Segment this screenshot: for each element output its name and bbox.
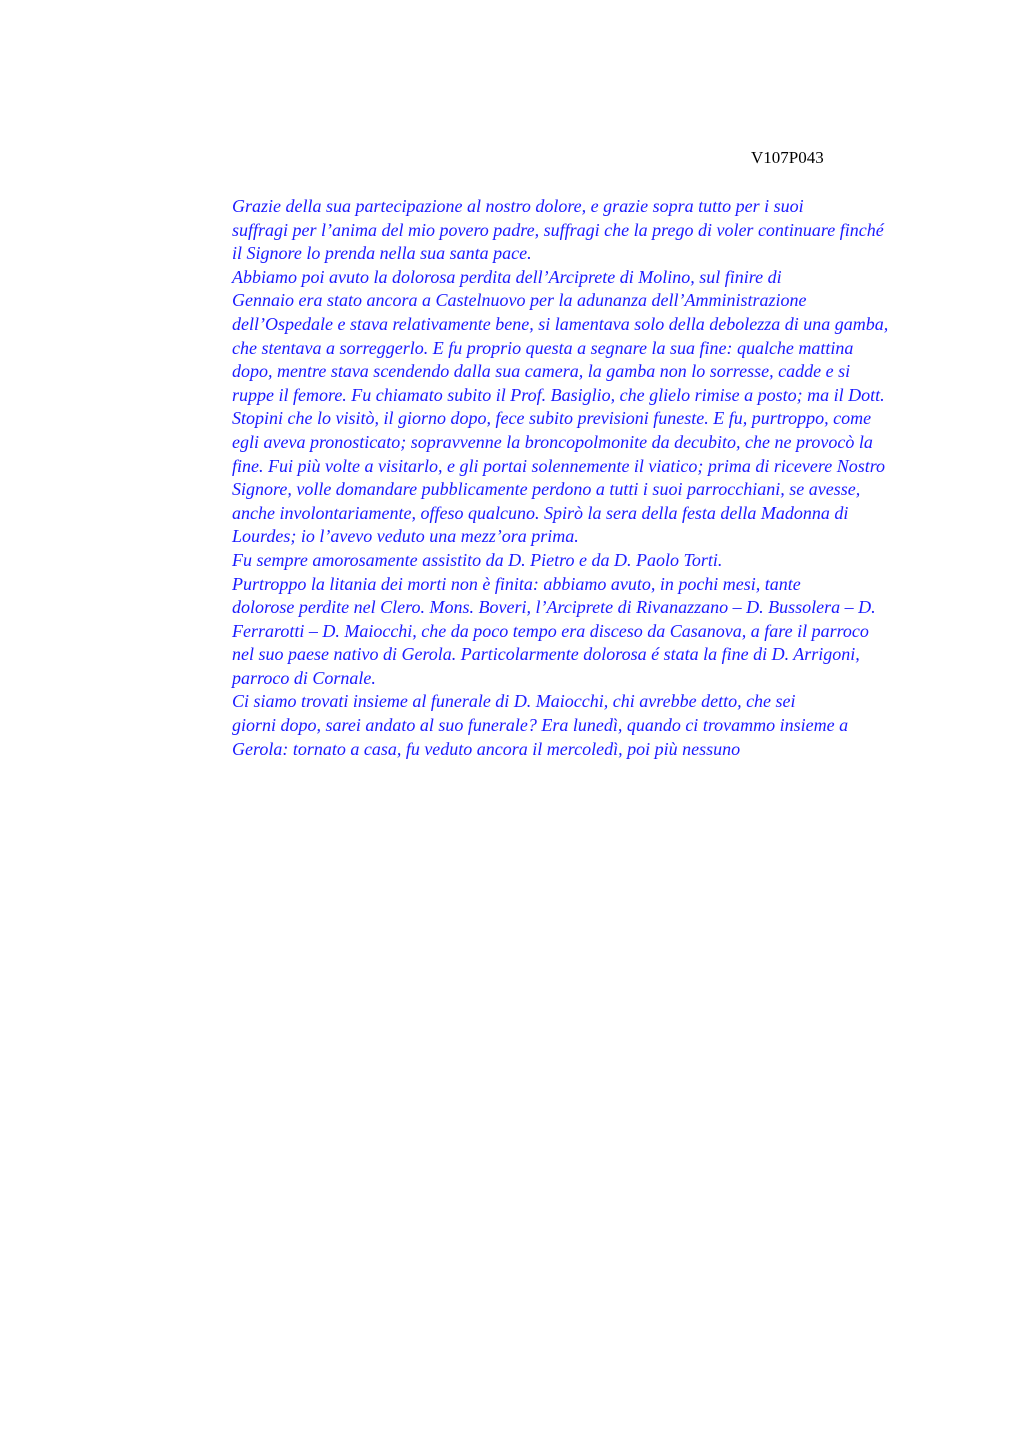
text-line: Ci siamo trovati insieme al funerale di D. Maiocchi, chi avrebbe detto, che sei	[232, 691, 796, 712]
paragraph	[171, 573, 931, 691]
text-line: Fu sempre amorosamente assistito da D. Pietro e da D. Paolo Torti.	[232, 549, 723, 570]
text-line: Purtroppo la litania dei morti non è finita: abbiamo avuto, in pochi mesi, tante	[232, 573, 801, 594]
text-line: Lourdes; io l’avevo veduto una mezz’ora prima.	[232, 526, 579, 547]
text-line: Signore, volle domandare pubblicamente perdono a tutti i suoi parrocchiani, se avesse,	[232, 479, 861, 500]
text-line: Ferrarotti – D. Maiocchi, che da poco tempo era disceso da Casanova, a fare il parroco	[232, 620, 869, 641]
text-line: Gennaio era stato ancora a Castelnuovo per la adunanza dell’Amministrazione	[232, 290, 807, 311]
text-line: il Signore lo prenda nella sua santa pace.	[232, 243, 532, 264]
text-line: dell’Ospedale e stava relativamente bene, si lamentava solo della debolezza di una gamba,	[232, 313, 889, 334]
paragraph	[171, 266, 931, 549]
text-line: fine. Fui più volte a visitarlo, e gli portai solennemente il viatico; prima di ricevere Nostro	[232, 455, 886, 476]
text-line: Stopini che lo visitò, il giorno dopo, fece subito previsioni funeste. E fu, purtroppo, come	[232, 408, 872, 429]
text-line: Abbiamo poi avuto la dolorosa perdita dell’Arciprete di Molino, sul finire di	[232, 266, 782, 287]
paragraph	[171, 195, 931, 266]
text-line: Gerola: tornato a casa, fu veduto ancora il mercoledì, poi più nessuno	[232, 738, 741, 759]
page-id: V107P043	[751, 148, 824, 167]
text-line: che stentava a sorreggerlo. E fu proprio questa a segnare la sua fine: qualche mattina	[232, 337, 854, 358]
text-line: anche involontariamente, offeso qualcuno. Spirò la sera della festa della Madonna di	[232, 502, 849, 523]
text-line: dolorose perdite nel Clero. Mons. Boveri, l’Arciprete di Rivanazzano – D. Bussolera – D.	[232, 597, 876, 618]
text-line: giorni dopo, sarei andato al suo funerale? Era lunedì, quando ci trovammo insieme a	[232, 715, 849, 736]
text-line: nel suo paese nativo di Gerola. Particolarmente dolorosa é stata la fine di D. Arrigoni,	[232, 644, 860, 665]
letter-body	[171, 195, 931, 761]
text-line: suffragi per l’anima del mio povero padre, suffragi che la prego di voler continuare finché	[232, 219, 884, 240]
text-line: parroco di Cornale.	[232, 667, 376, 688]
text-line: Grazie della sua partecipazione al nostro dolore, e grazie sopra tutto per i suoi	[232, 196, 804, 216]
paragraph	[171, 690, 931, 761]
text-line: ruppe il femore. Fu chiamato subito il Prof. Basiglio, che glielo rimise a posto; ma il Dott.	[232, 384, 885, 405]
text-line: dopo, mentre stava scendendo dalla sua camera, la gamba non lo sorresse, cadde e si	[232, 361, 851, 382]
paragraph	[171, 549, 931, 573]
text-line: egli aveva pronosticato; sopravvenne la broncopolmonite da decubito, che ne provocò la	[232, 431, 873, 452]
